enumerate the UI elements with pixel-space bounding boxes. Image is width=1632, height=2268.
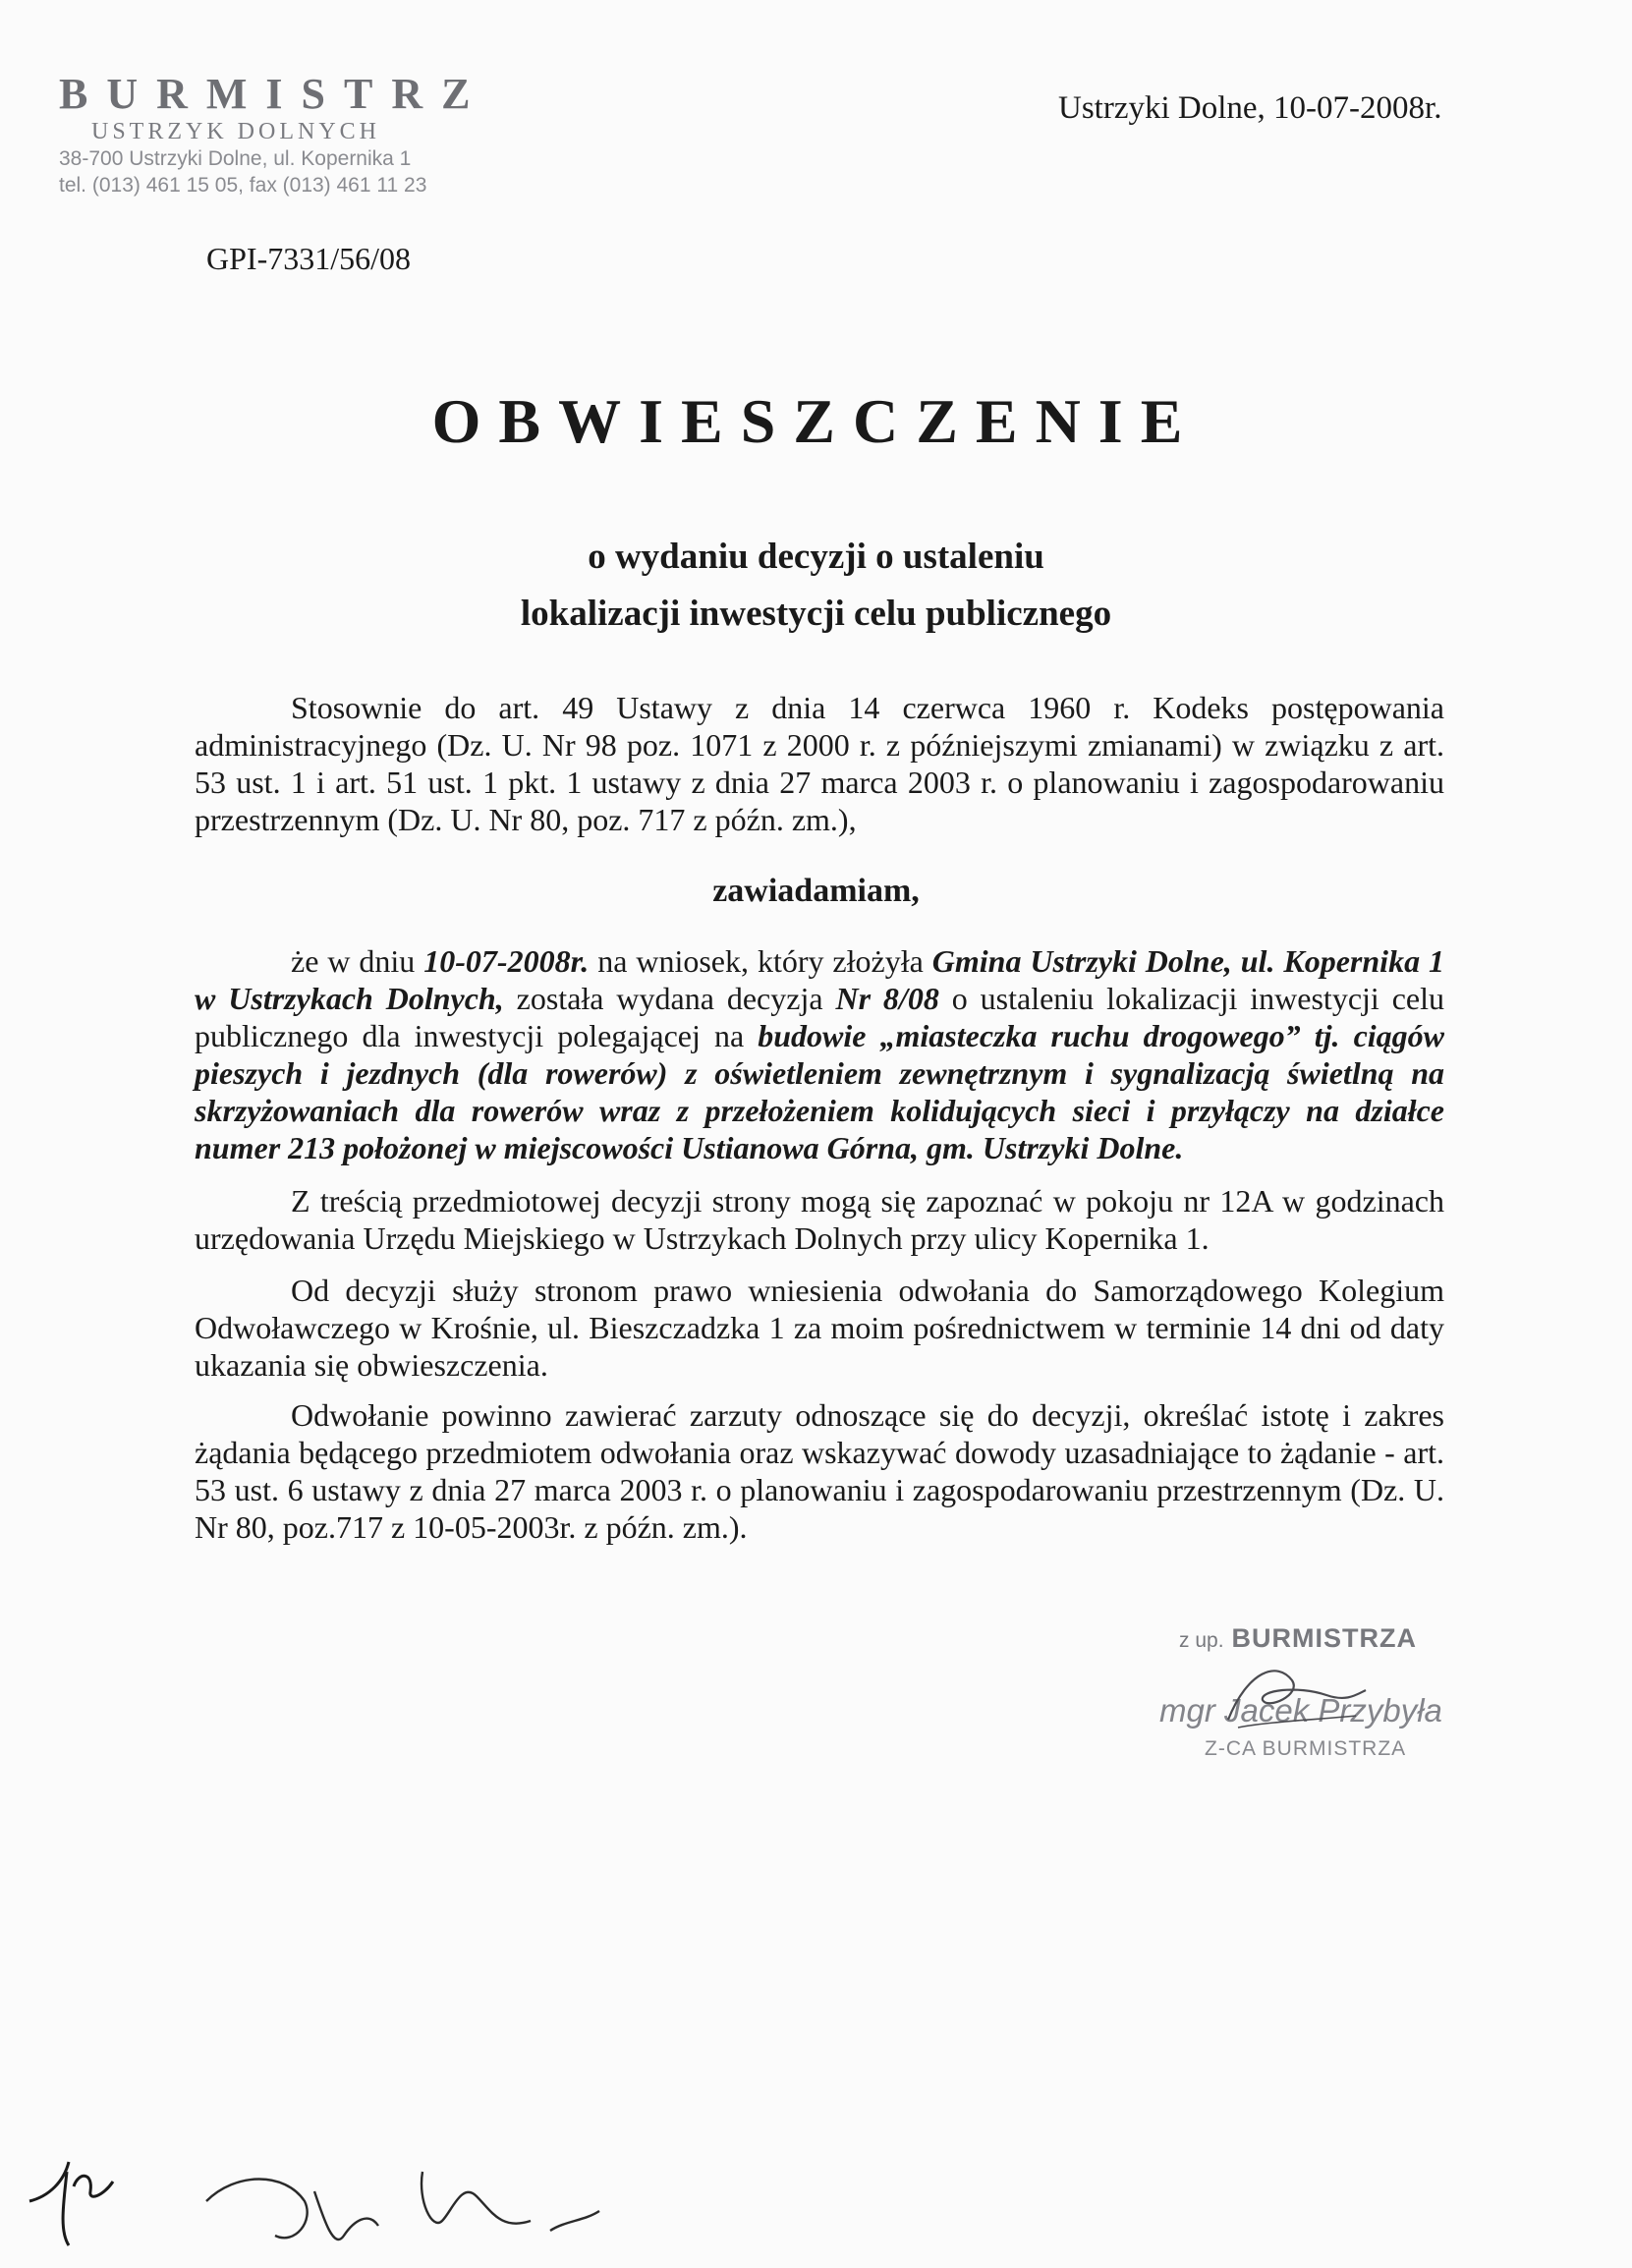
decision-subject: budowie „miasteczka ruchu drogowego” tj. ciągów pieszych i jezdnych (dla rowerów) z oświetleniem zewnętrznym i sygnalizacją świetlną na skrzyżowaniach dla rowerów wraz z przełożeniem kolidujących sieci i przyłączy na działce numer 213 położonej w miejscowości Ustianowa Górna, gm. Ustrzyki Dolne. — [195, 1018, 1445, 1165]
signature-prefix: z up. — [1179, 1629, 1224, 1652]
stamp-title: BURMISTRZ — [59, 70, 489, 118]
stamp-subtitle: USTRZYK DOLNYCH — [91, 119, 380, 144]
initials-mark — [20, 2142, 138, 2250]
decision-text-3: została wydana decyzja — [503, 981, 836, 1016]
intro-paragraph: Stosownie do art. 49 Ustawy z dnia 14 czerwca 1960 r. Kodeks postępowania administracyjnego (Dz. U. Nr 98 poz. 1071 z 2000 r. z późniejszymi zmianami) w związku z art. 53 ust. 1 i art. 51 ust. 1 pkt. 1 ustawy z dnia 27 marca 2003 r. o planowaniu i zagospodarowaniu przestrzennym (Dz. U. Nr 80, poz. 717 z późn. zm.), — [195, 690, 1444, 837]
document-subtitle — [0, 529, 1632, 643]
notify-heading: zawiadamiam, — [712, 873, 920, 909]
signature-authority-name: BURMISTRZA — [1231, 1623, 1418, 1653]
appeal-content-paragraph: Odwołanie powinno zawierać zarzuty odnoszące się do decyzji, określać istotę i zakres żądania będącego przedmiotem odwołania oraz wskazywać dowody uzasadniające to żądanie - art. 53 ust. 6 ustawy z dnia 27 marca 2003 r. o planowaniu i zagospodarowaniu przestrzennym (Dz. U. Nr 80, poz.717 z 10-05-2003r. z późn. zm.). — [195, 1397, 1444, 1545]
subtitle-line-1: o wydaniu decyzji o ustaleniu — [588, 537, 1044, 577]
decision-paragraph — [195, 942, 1444, 1166]
access-paragraph: Z treścią przedmiotowej decyzji strony mogą się zapoznać w pokoju nr 12A w godzinach urzędowania Urzędu Miejskiego w Ustrzykach Dolnych przy ulicy Kopernika 1. — [195, 1183, 1444, 1256]
office-stamp — [59, 71, 489, 198]
decision-applicant: Gmina Ustrzyki Dolne, ul. Kopernika 1 w Ustrzykach Dolnych, — [195, 943, 1445, 1016]
subtitle-line-2: lokalizacji inwestycji celu publicznego — [520, 594, 1112, 634]
decision-text-2: na wniosek, który złożyła — [589, 943, 932, 979]
date-line: Ustrzyki Dolne, 10-07-2008r. — [1058, 90, 1442, 126]
decision-text-1: że w dniu — [291, 943, 424, 979]
stamp-phone: tel. (013) 461 15 05, fax (013) 461 11 23 — [59, 174, 427, 197]
signature-person: mgr Jacek Przybyła — [1159, 1692, 1442, 1729]
handwritten-signature — [1209, 1651, 1376, 1739]
decision-text-4: o ustaleniu lokalizacji inwestycji celu publicznego dla inwestycji polegającej na — [195, 981, 1445, 1053]
appeal-paragraph: Od decyzji służy stronom prawo wniesienia odwołania do Samorządowego Kolegium Odwoławczego w Krośnie, ul. Bieszczadzka 1 za moim pośrednictwem w terminie 14 dni od daty ukazania się obwieszczenia. — [195, 1273, 1444, 1383]
reference-number: GPI-7331/56/08 — [206, 241, 411, 276]
document-title: OBWIESZCZENIE — [431, 386, 1201, 456]
decision-number: Nr 8/08 — [835, 981, 939, 1016]
signature-role: Z-CA BURMISTRZA — [1205, 1737, 1407, 1760]
signature-authority — [1179, 1623, 1417, 1654]
stamp-address: 38-700 Ustrzyki Dolne, ul. Kopernika 1 — [59, 147, 412, 170]
decision-date: 10-07-2008r. — [423, 943, 590, 979]
bottom-signature — [197, 2152, 609, 2260]
